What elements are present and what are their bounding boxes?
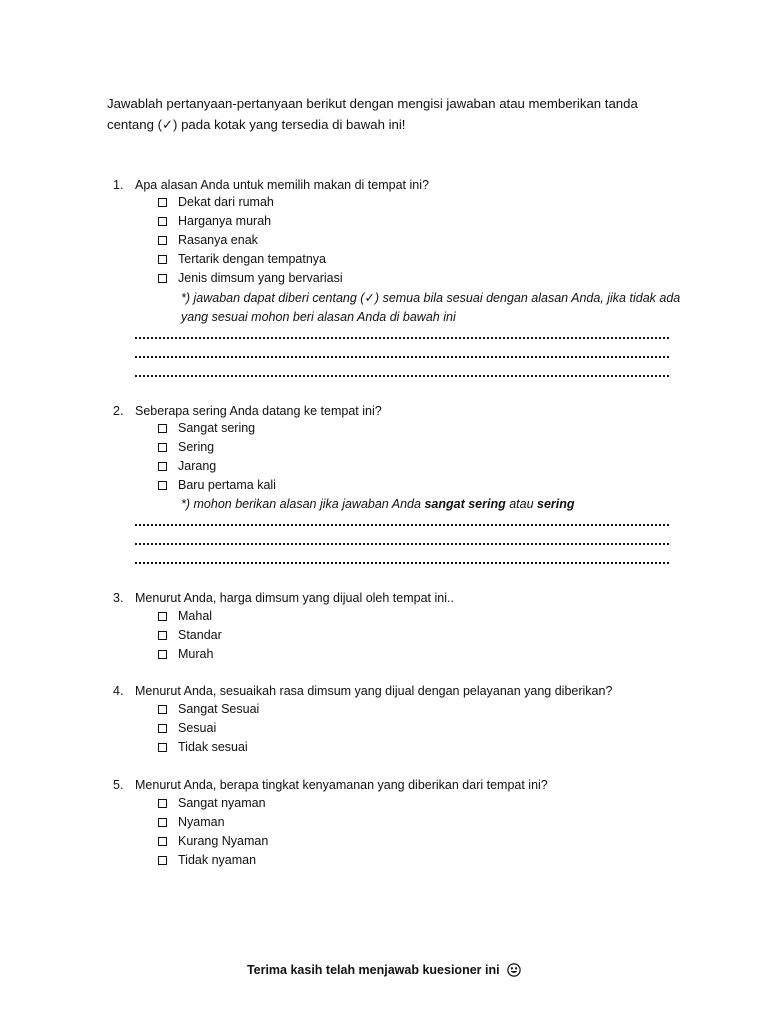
- checkbox[interactable]: [158, 274, 167, 283]
- checkbox[interactable]: [158, 612, 167, 621]
- note-text: atau: [505, 497, 538, 511]
- checkbox[interactable]: [158, 818, 167, 827]
- question-text: Apa alasan Anda untuk memilih makan di tempat ini?: [135, 178, 429, 192]
- checkbox[interactable]: [158, 724, 167, 733]
- option-label: Tertarik dengan tempatnya: [178, 252, 327, 266]
- question-header: [113, 176, 733, 194]
- question-number: 4.: [113, 684, 124, 698]
- checkbox[interactable]: [158, 799, 167, 808]
- smiley-icon: [507, 963, 521, 977]
- option-sangat-sesuai[interactable]: [158, 700, 259, 719]
- option-baru-pertama-kali[interactable]: [158, 476, 276, 495]
- option-label: Nyaman: [178, 815, 225, 829]
- question-note: [181, 495, 681, 514]
- option-sering[interactable]: [158, 438, 214, 457]
- checkbox[interactable]: [158, 236, 167, 245]
- option-label: Tidak nyaman: [178, 853, 257, 867]
- instructions: Jawablah pertanyaan-pertanyaan berikut dengan mengisi jawaban atau memberikan tanda centang (✓) pada kotak yang tersedia di bawah ini!: [107, 96, 638, 132]
- question-header: [113, 682, 733, 700]
- note-emphasis: sering: [537, 497, 575, 511]
- question-note: *) jawaban dapat diberi centang (✓) semua bila sesuai dengan alasan Anda, jika tidak ada yang sesuai mohon beri alasan Anda di bawah ini: [181, 291, 681, 324]
- option-label: Sangat nyaman: [178, 796, 266, 810]
- option-dekat-dari-rumah[interactable]: [158, 193, 274, 212]
- checkbox[interactable]: [158, 443, 167, 452]
- checkbox[interactable]: [158, 837, 167, 846]
- answer-line[interactable]: [135, 352, 669, 358]
- answer-line[interactable]: [135, 520, 669, 526]
- option-sangat-nyaman[interactable]: [158, 794, 266, 813]
- option-murah[interactable]: [158, 645, 213, 664]
- option-label: Jarang: [178, 459, 217, 473]
- option-label: Tidak sesuai: [178, 740, 248, 754]
- question-number: 1.: [113, 178, 124, 192]
- option-label: Mahal: [178, 609, 213, 623]
- checkbox[interactable]: [158, 743, 167, 752]
- option-label: Sangat sering: [178, 421, 256, 435]
- option-tertarik-tempatnya[interactable]: [158, 250, 326, 269]
- option-label: Harganya murah: [178, 214, 272, 228]
- checkbox[interactable]: [158, 705, 167, 714]
- option-label: Sangat Sesuai: [178, 702, 260, 716]
- question-header: [113, 402, 733, 420]
- question-text: Menurut Anda, berapa tingkat kenyamanan yang diberikan dari tempat ini?: [135, 778, 548, 792]
- checkbox[interactable]: [158, 255, 167, 264]
- question-header: [113, 589, 733, 607]
- answer-line[interactable]: [135, 371, 669, 377]
- question-header: [113, 776, 733, 794]
- checkbox[interactable]: [158, 631, 167, 640]
- option-label: Murah: [178, 647, 214, 661]
- question-number: 2.: [113, 404, 124, 418]
- question-text: Menurut Anda, harga dimsum yang dijual oleh tempat ini..: [135, 591, 454, 605]
- option-label: Sering: [178, 440, 215, 454]
- question-text: Seberapa sering Anda datang ke tempat ini?: [135, 404, 382, 418]
- option-mahal[interactable]: [158, 607, 212, 626]
- footer-text: Terima kasih telah menjawab kuesioner ini: [246, 963, 500, 977]
- option-jenis-dimsum[interactable]: [158, 269, 343, 288]
- answer-line[interactable]: [135, 333, 669, 339]
- option-kurang-nyaman[interactable]: [158, 832, 268, 851]
- option-tidak-nyaman[interactable]: [158, 851, 256, 870]
- option-harganya-murah[interactable]: [158, 212, 271, 231]
- option-standar[interactable]: [158, 626, 222, 645]
- checkbox[interactable]: [158, 650, 167, 659]
- question-number: 3.: [113, 591, 124, 605]
- question-number: 5.: [113, 778, 124, 792]
- option-label: Baru pertama kali: [178, 478, 276, 492]
- option-nyaman[interactable]: [158, 813, 225, 832]
- option-sangat-sering[interactable]: [158, 419, 255, 438]
- checkbox[interactable]: [158, 424, 167, 433]
- option-label: Sesuai: [178, 721, 217, 735]
- option-label: Rasanya enak: [178, 233, 258, 247]
- checkbox[interactable]: [158, 481, 167, 490]
- option-label: Dekat dari rumah: [178, 195, 274, 209]
- thank-you-footer: [0, 960, 768, 980]
- option-label: Jenis dimsum yang bervariasi: [178, 271, 343, 285]
- option-sesuai[interactable]: [158, 719, 216, 738]
- option-tidak-sesuai[interactable]: [158, 738, 248, 757]
- checkbox[interactable]: [158, 856, 167, 865]
- checkbox[interactable]: [158, 462, 167, 471]
- answer-line[interactable]: [135, 558, 669, 564]
- option-jarang[interactable]: [158, 457, 216, 476]
- option-rasanya-enak[interactable]: [158, 231, 258, 250]
- checkbox[interactable]: [158, 198, 167, 207]
- note-text: *) mohon berikan alasan jika jawaban Anda: [181, 497, 425, 511]
- answer-line[interactable]: [135, 539, 669, 545]
- option-label: Kurang Nyaman: [178, 834, 269, 848]
- option-label: Standar: [178, 628, 222, 642]
- note-emphasis: sangat sering: [424, 497, 506, 511]
- checkbox[interactable]: [158, 217, 167, 226]
- question-text: Menurut Anda, sesuaikah rasa dimsum yang dijual dengan pelayanan yang diberikan?: [135, 684, 613, 698]
